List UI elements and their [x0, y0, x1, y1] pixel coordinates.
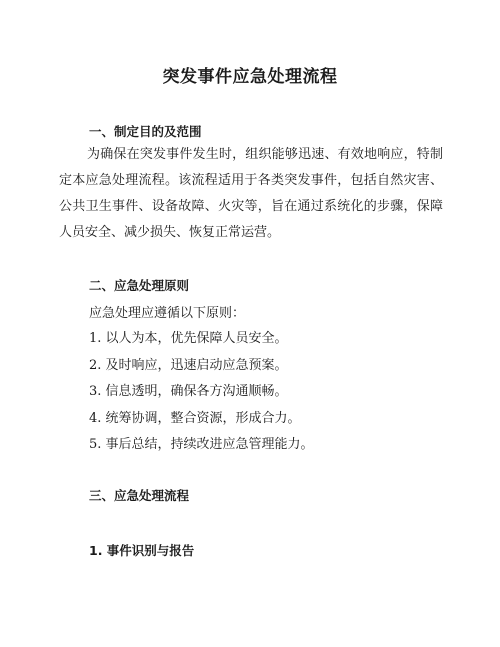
section-heading-principles: 二、应急处理原则: [89, 278, 190, 293]
principle-item: 1. 以人为本，优先保障人员安全。: [89, 331, 288, 346]
principle-item: 5. 事后总结，持续改进应急管理能力。: [89, 437, 314, 452]
principles-intro: 应急处理应遵循以下原则：: [89, 306, 246, 321]
principle-item: 3. 信息透明，确保各方沟通顺畅。: [89, 384, 288, 399]
principle-item: 2. 及时响应，迅速启动应急预案。: [89, 358, 288, 373]
section-heading-process: 三、应急处理流程: [89, 488, 190, 503]
section-heading-purpose: 一、制定目的及范围: [89, 124, 202, 139]
principle-item: 4. 统筹协调，整合资源，形成合力。: [89, 411, 301, 426]
document-title: 突发事件应急处理流程: [162, 67, 338, 87]
subsection-heading-identification: 1. 事件识别与报告: [89, 543, 195, 558]
purpose-paragraph: 为确保在突发事件发生时，组织能够迅速、有效地响应，特制定本应急处理流程。该流程适用于各类突发事件，包括自然灾害、公共卫生事件、设备故障、火灾等，旨在通过系统化的步骤，保障人员安全、减少损失、恢复正常运营。: [59, 147, 443, 240]
